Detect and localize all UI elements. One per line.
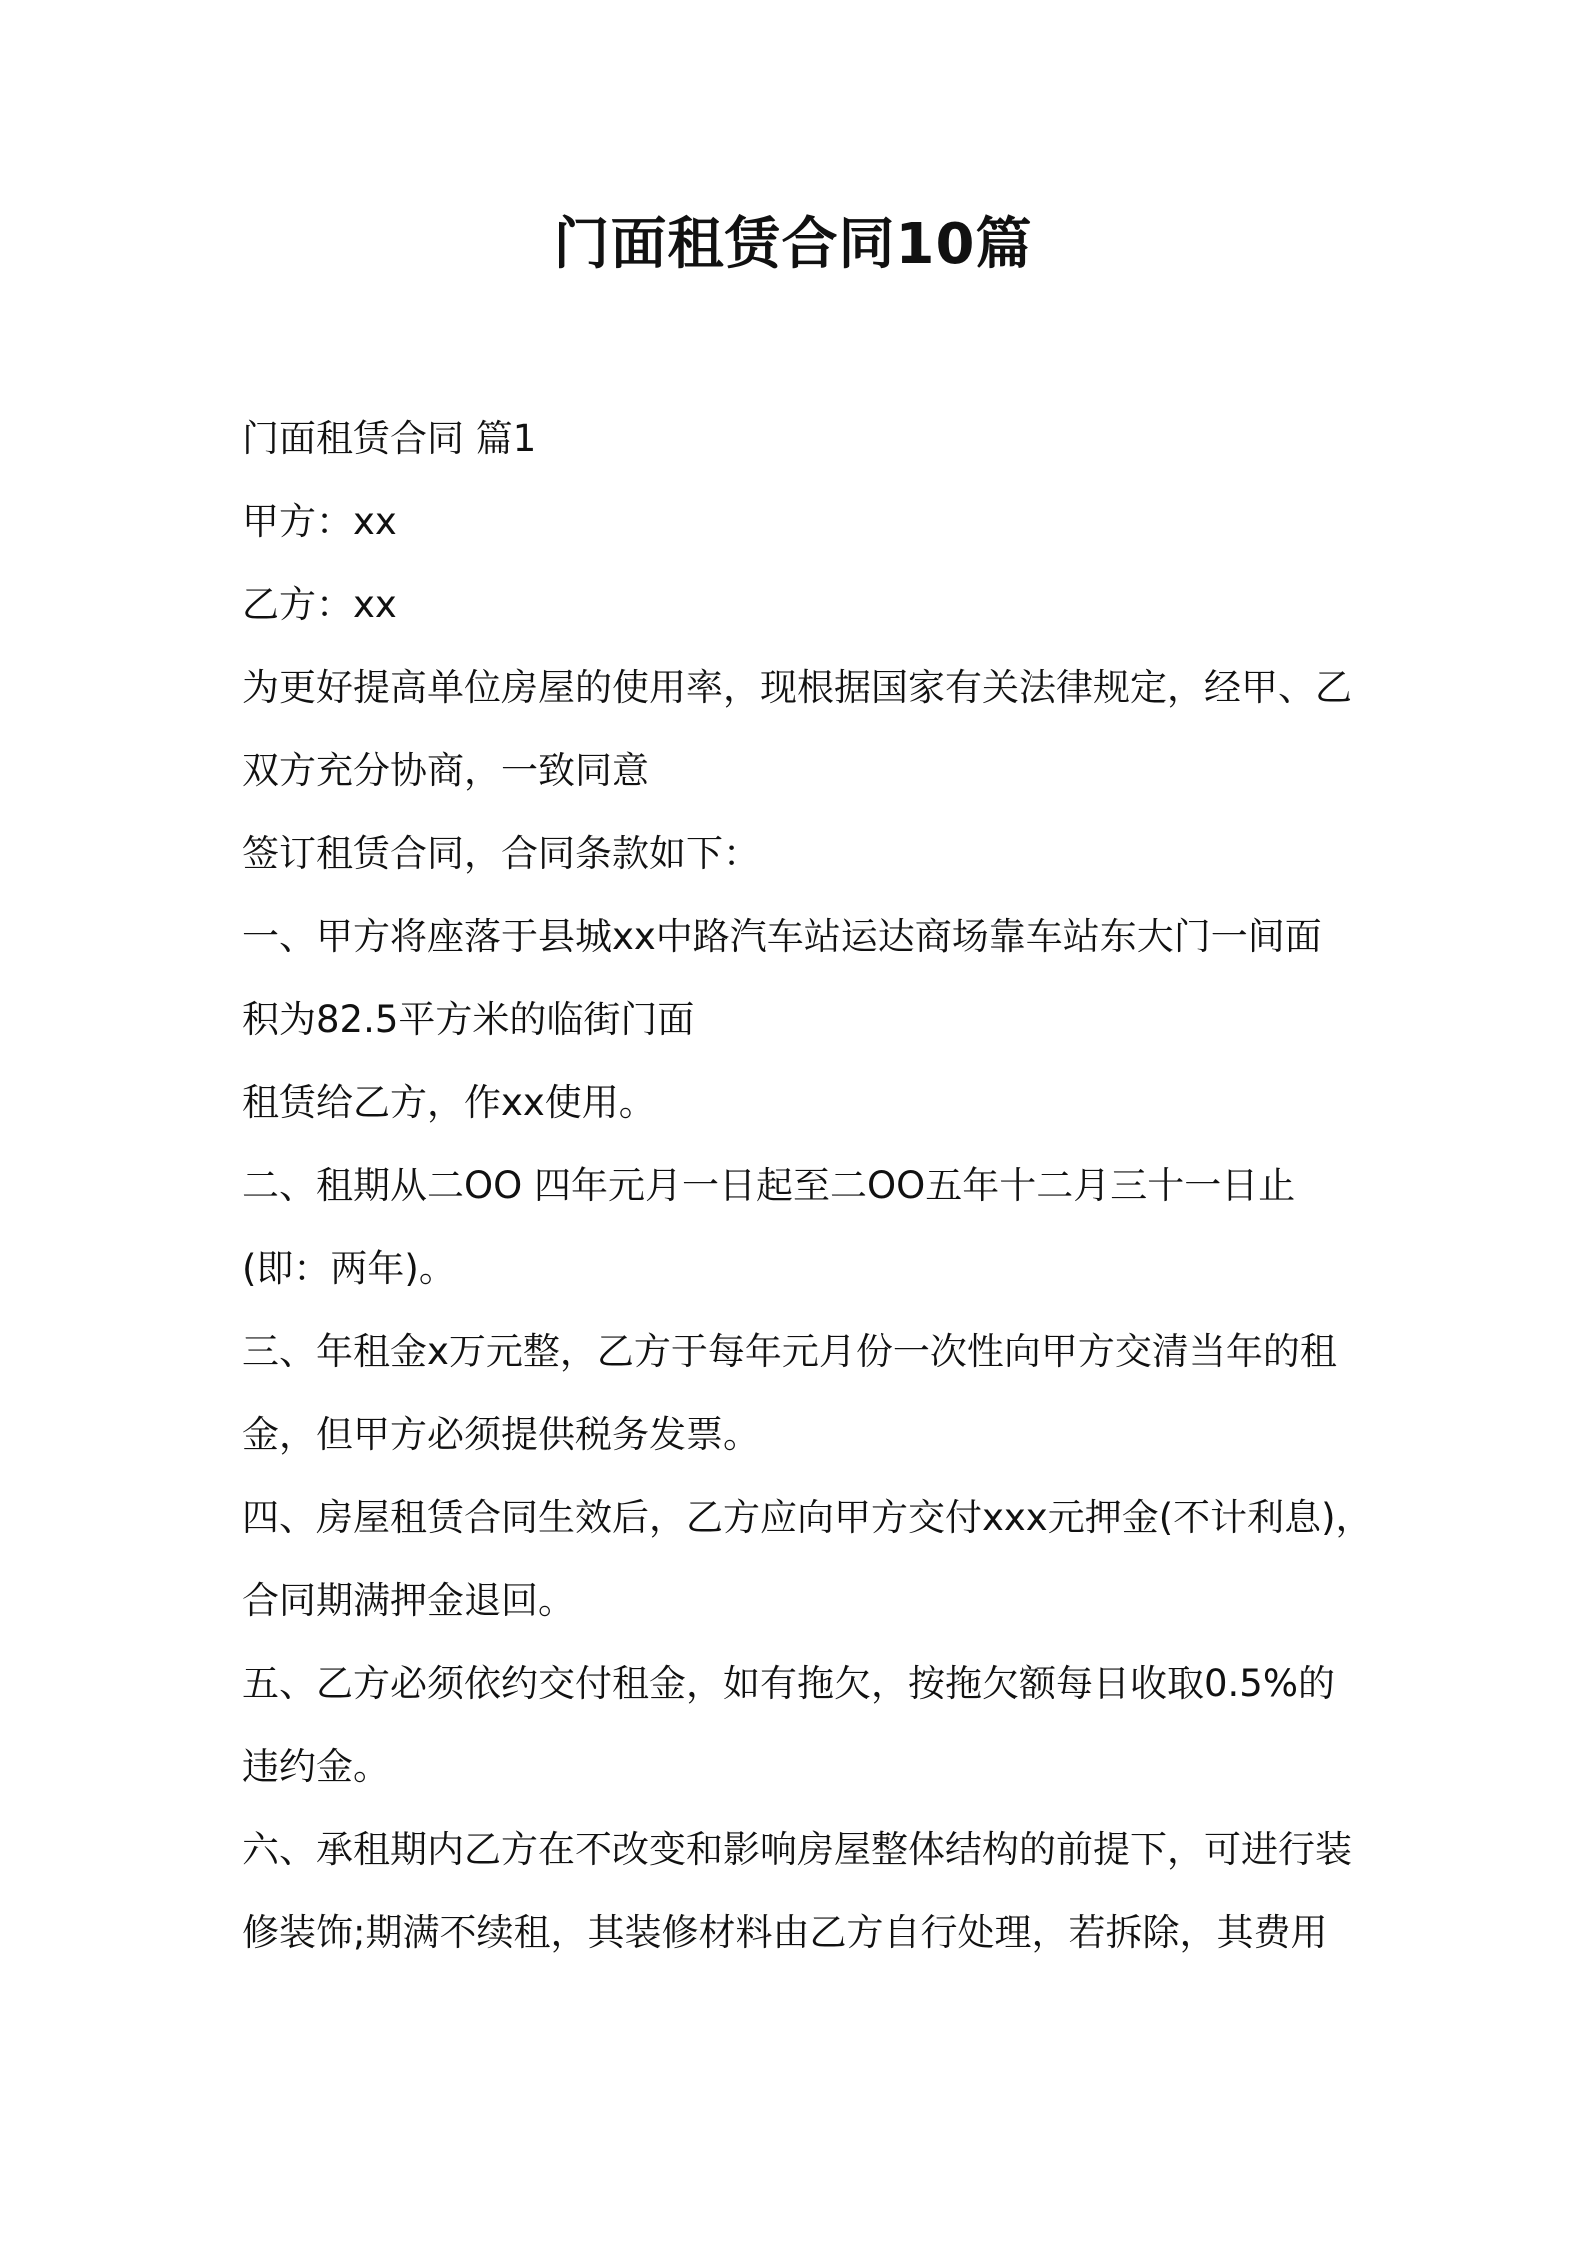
body-line: 合同期满押金退回。 <box>242 1579 575 1622</box>
body-line: (即：两年)。 <box>242 1247 456 1290</box>
section-heading: 门面租赁合同 篇1 <box>242 417 537 460</box>
body-line: 积为82.5平方米的临街门面 <box>242 998 695 1041</box>
body-line: 二、租期从二OO 四年元月一日起至二OO五年十二月三十一日止 <box>242 1164 1296 1207</box>
body-line: 六、承租期内乙方在不改变和影响房屋整体结构的前提下，可进行装 <box>242 1828 1352 1871</box>
body-line: 违约金。 <box>242 1745 390 1788</box>
body-line: 为更好提高单位房屋的使用率，现根据国家有关法律规定，经甲、乙 <box>242 666 1352 709</box>
body-line: 五、乙方必须依约交付租金，如有拖欠，按拖欠额每日收取0.5%的 <box>242 1662 1335 1705</box>
document-body <box>242 397 1373 1974</box>
body-line: 双方充分协商，一致同意 <box>242 749 649 792</box>
body-line: 金，但甲方必须提供税务发票。 <box>242 1413 760 1456</box>
body-line: 修装饰;期满不续租，其装修材料由乙方自行处理，若拆除，其费用 <box>242 1911 1328 1954</box>
body-line: 四、房屋租赁合同生效后，乙方应向甲方交付xxx元押金(不计利息)， <box>242 1496 1373 1539</box>
party-a-line: 甲方：xx <box>242 500 397 543</box>
body-line: 签订租赁合同，合同条款如下： <box>242 832 760 875</box>
document-title: 门面租赁合同10篇 <box>553 212 1033 277</box>
party-b-line: 乙方：xx <box>242 583 397 626</box>
body-line: 三、年租金x万元整，乙方于每年元月份一次性向甲方交清当年的租 <box>242 1330 1337 1373</box>
body-line: 租赁给乙方，作xx使用。 <box>242 1081 656 1124</box>
body-line: 一、甲方将座落于县城xx中路汽车站运达商场靠车站东大门一间面 <box>242 915 1322 958</box>
